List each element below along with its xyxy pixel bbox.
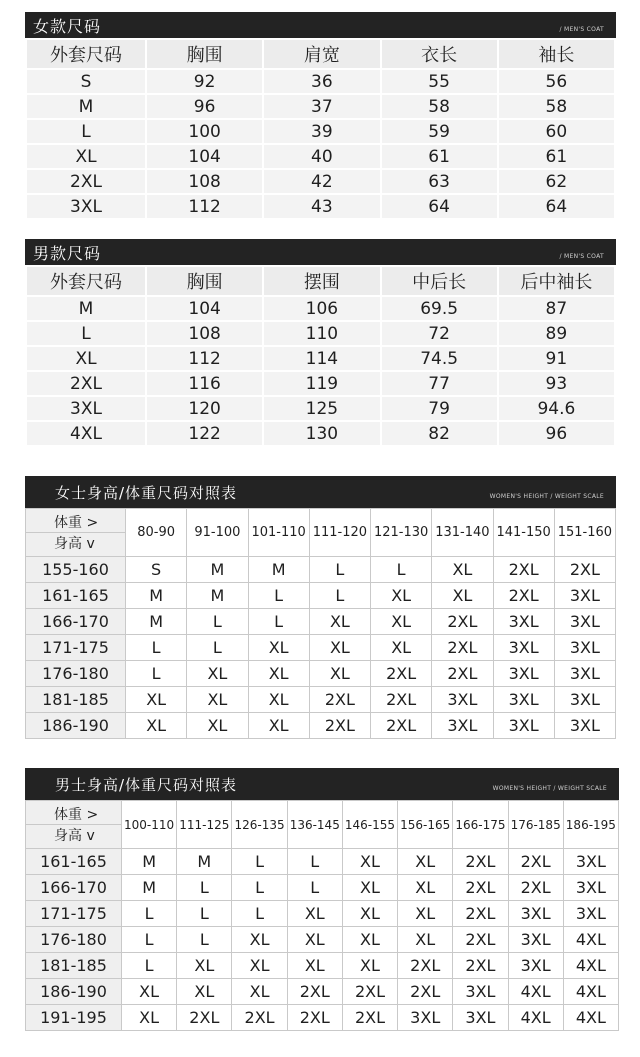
table-cell: 91: [498, 346, 615, 371]
table-cell: 60: [498, 119, 615, 144]
height-label: 191-195: [26, 1005, 122, 1031]
size-cell: 2XL: [371, 687, 432, 713]
table-cell: 82: [381, 421, 498, 446]
table-row: [26, 119, 615, 144]
size-cell: XL: [126, 713, 187, 739]
table-header-row: [26, 39, 615, 69]
table-header-row: [26, 266, 615, 296]
size-cell: XL: [342, 901, 397, 927]
table-cell: 64: [381, 194, 498, 219]
size-cell: 3XL: [554, 609, 615, 635]
column-header: 中后长: [381, 266, 498, 296]
size-cell: M: [122, 849, 177, 875]
size-cell: 2XL: [432, 661, 493, 687]
size-cell: 3XL: [508, 901, 563, 927]
table-cell: 37: [263, 94, 380, 119]
women-chart-subtitle: WOMEN'S HEIGHT / WEIGHT SCALE: [489, 492, 604, 500]
table-cell: M: [26, 296, 146, 321]
table-row: [26, 875, 619, 901]
size-cell: M: [126, 583, 187, 609]
men-chart-title: 男士身高/体重尺码对照表: [55, 775, 238, 794]
table-cell: 69.5: [381, 296, 498, 321]
size-cell: 3XL: [493, 661, 554, 687]
table-header-row: [26, 801, 619, 849]
size-cell: XL: [371, 609, 432, 635]
size-cell: XL: [309, 609, 370, 635]
size-cell: XL: [371, 583, 432, 609]
table-row: [26, 583, 616, 609]
table-row: [26, 396, 615, 421]
corner-weight-label: 体重 >: [26, 512, 125, 533]
size-cell: 2XL: [342, 1005, 397, 1031]
size-cell: XL: [177, 953, 232, 979]
size-cell: 2XL: [453, 953, 508, 979]
size-cell: 4XL: [508, 1005, 563, 1031]
table-cell: XL: [26, 144, 146, 169]
size-cell: L: [248, 609, 309, 635]
size-cell: XL: [342, 927, 397, 953]
table-row: [26, 421, 615, 446]
table-row: [26, 144, 615, 169]
height-label: 176-180: [26, 661, 126, 687]
corner-height-label: 身高 v: [54, 828, 95, 844]
table-row: [26, 371, 615, 396]
table-cell: 3XL: [26, 396, 146, 421]
size-cell: L: [232, 901, 287, 927]
table-cell: 42: [263, 169, 380, 194]
size-cell: 3XL: [453, 979, 508, 1005]
size-cell: 3XL: [493, 687, 554, 713]
table-cell: 4XL: [26, 421, 146, 446]
size-cell: 3XL: [554, 661, 615, 687]
size-cell: 2XL: [453, 849, 508, 875]
weight-header: 111-125: [177, 801, 232, 849]
weight-header: 101-110: [248, 509, 309, 557]
weight-header: 136-145: [287, 801, 342, 849]
column-header: 胸围: [146, 266, 263, 296]
table-cell: 2XL: [26, 169, 146, 194]
size-cell: 3XL: [432, 687, 493, 713]
table-cell: 108: [146, 169, 263, 194]
size-cell: L: [122, 901, 177, 927]
column-header: 外套尺码: [26, 266, 146, 296]
size-cell: XL: [309, 635, 370, 661]
women-chart-table: [25, 508, 616, 739]
size-cell: 3XL: [493, 713, 554, 739]
table-cell: 112: [146, 194, 263, 219]
size-cell: 3XL: [493, 635, 554, 661]
weight-header: 126-135: [232, 801, 287, 849]
table-cell: 40: [263, 144, 380, 169]
size-cell: L: [126, 661, 187, 687]
size-cell: 2XL: [287, 1005, 342, 1031]
height-label: 176-180: [26, 927, 122, 953]
column-header: 胸围: [146, 39, 263, 69]
column-header: 外套尺码: [26, 39, 146, 69]
table-row: [26, 849, 619, 875]
size-cell: 2XL: [493, 557, 554, 583]
size-cell: 4XL: [563, 1005, 618, 1031]
table-cell: 93: [498, 371, 615, 396]
size-cell: XL: [187, 713, 248, 739]
weight-header: 121-130: [371, 509, 432, 557]
size-cell: XL: [287, 953, 342, 979]
corner-height-label: 身高 v: [54, 536, 95, 552]
height-label: 166-170: [26, 875, 122, 901]
height-label: 186-190: [26, 713, 126, 739]
size-cell: L: [309, 583, 370, 609]
size-cell: 2XL: [398, 979, 453, 1005]
size-cell: 3XL: [432, 713, 493, 739]
table-row: [26, 296, 615, 321]
men-chart-table: [25, 800, 619, 1031]
size-cell: 2XL: [309, 687, 370, 713]
column-header: 袖长: [498, 39, 615, 69]
table-cell: 61: [381, 144, 498, 169]
size-cell: L: [177, 927, 232, 953]
women-chart-section: [25, 476, 616, 739]
table-row: [26, 901, 619, 927]
size-cell: L: [232, 875, 287, 901]
size-cell: XL: [398, 875, 453, 901]
table-cell: 119: [263, 371, 380, 396]
height-label: 186-190: [26, 979, 122, 1005]
size-cell: XL: [126, 687, 187, 713]
size-cell: XL: [287, 927, 342, 953]
table-cell: 122: [146, 421, 263, 446]
size-cell: M: [248, 557, 309, 583]
men-chart-section: [25, 768, 619, 1031]
height-label: 155-160: [26, 557, 126, 583]
table-row: [26, 321, 615, 346]
size-cell: 3XL: [508, 953, 563, 979]
size-cell: 2XL: [342, 979, 397, 1005]
table-cell: 39: [263, 119, 380, 144]
table-cell: 58: [381, 94, 498, 119]
height-label: 181-185: [26, 953, 122, 979]
table-cell: 94.6: [498, 396, 615, 421]
size-cell: 4XL: [563, 927, 618, 953]
size-cell: XL: [248, 661, 309, 687]
size-cell: 2XL: [493, 583, 554, 609]
size-cell: 2XL: [432, 635, 493, 661]
height-label: 166-170: [26, 609, 126, 635]
table-cell: 130: [263, 421, 380, 446]
men-size-header-bar: [25, 239, 616, 265]
table-cell: 106: [263, 296, 380, 321]
size-cell: L: [177, 901, 232, 927]
size-cell: XL: [309, 661, 370, 687]
size-cell: 2XL: [453, 901, 508, 927]
column-header: 衣长: [381, 39, 498, 69]
men-size-section: [25, 239, 616, 447]
weight-header: 156-165: [398, 801, 453, 849]
size-cell: XL: [398, 849, 453, 875]
table-cell: 58: [498, 94, 615, 119]
table-cell: 63: [381, 169, 498, 194]
size-cell: L: [371, 557, 432, 583]
table-cell: 116: [146, 371, 263, 396]
size-cell: XL: [371, 635, 432, 661]
table-row: [26, 557, 616, 583]
table-row: [26, 609, 616, 635]
size-cell: 3XL: [508, 927, 563, 953]
table-row: [26, 661, 616, 687]
size-cell: XL: [342, 953, 397, 979]
men-size-title: 男款尺码: [33, 243, 102, 263]
size-cell: 3XL: [554, 583, 615, 609]
size-cell: 3XL: [563, 875, 618, 901]
size-cell: L: [287, 875, 342, 901]
table-cell: 64: [498, 194, 615, 219]
size-cell: M: [187, 583, 248, 609]
size-cell: 2XL: [371, 661, 432, 687]
table-cell: 43: [263, 194, 380, 219]
size-cell: 3XL: [554, 635, 615, 661]
table-cell: 87: [498, 296, 615, 321]
table-row: [26, 713, 616, 739]
men-size-table: [25, 265, 616, 447]
size-cell: XL: [232, 927, 287, 953]
table-row: [26, 927, 619, 953]
size-cell: 3XL: [493, 609, 554, 635]
women-size-section: [25, 12, 616, 220]
size-cell: M: [126, 609, 187, 635]
table-cell: 72: [381, 321, 498, 346]
size-cell: 4XL: [508, 979, 563, 1005]
column-header: 后中袖长: [498, 266, 615, 296]
column-header: 摆围: [263, 266, 380, 296]
size-cell: 3XL: [554, 687, 615, 713]
table-cell: 108: [146, 321, 263, 346]
weight-header: 111-120: [309, 509, 370, 557]
table-row: [26, 94, 615, 119]
column-header: 肩宽: [263, 39, 380, 69]
table-row: [26, 169, 615, 194]
women-chart-header-bar: [25, 476, 616, 508]
size-cell: 2XL: [177, 1005, 232, 1031]
weight-header: 80-90: [126, 509, 187, 557]
table-cell: L: [26, 119, 146, 144]
table-cell: 61: [498, 144, 615, 169]
table-cell: 77: [381, 371, 498, 396]
size-cell: XL: [122, 1005, 177, 1031]
size-cell: XL: [248, 635, 309, 661]
weight-header: 146-155: [342, 801, 397, 849]
height-label: 171-175: [26, 901, 122, 927]
weight-header: 151-160: [554, 509, 615, 557]
size-cell: L: [177, 875, 232, 901]
men-size-subtitle: / MEN'S COAT: [559, 252, 604, 260]
size-cell: XL: [232, 953, 287, 979]
size-cell: XL: [398, 901, 453, 927]
women-size-table: [25, 38, 616, 220]
table-cell: 96: [498, 421, 615, 446]
table-cell: 56: [498, 69, 615, 94]
table-cell: 110: [263, 321, 380, 346]
table-cell: 2XL: [26, 371, 146, 396]
table-row: [26, 346, 615, 371]
corner-cell: [26, 509, 126, 557]
size-cell: 3XL: [398, 1005, 453, 1031]
women-chart-title: 女士身高/体重尺码对照表: [55, 483, 238, 502]
table-cell: 62: [498, 169, 615, 194]
corner-weight-label: 体重 >: [26, 804, 121, 825]
size-cell: XL: [232, 979, 287, 1005]
size-cell: 2XL: [508, 849, 563, 875]
table-cell: 100: [146, 119, 263, 144]
size-cell: 2XL: [554, 557, 615, 583]
size-cell: L: [122, 927, 177, 953]
table-cell: S: [26, 69, 146, 94]
size-cell: 3XL: [453, 1005, 508, 1031]
size-cell: 4XL: [563, 979, 618, 1005]
table-row: [26, 194, 615, 219]
size-cell: 2XL: [398, 953, 453, 979]
size-cell: XL: [187, 661, 248, 687]
size-cell: L: [309, 557, 370, 583]
size-cell: XL: [177, 979, 232, 1005]
table-row: [26, 635, 616, 661]
size-cell: XL: [122, 979, 177, 1005]
size-cell: L: [248, 583, 309, 609]
size-cell: XL: [342, 875, 397, 901]
table-cell: 74.5: [381, 346, 498, 371]
weight-header: 186-195: [563, 801, 618, 849]
table-cell: 55: [381, 69, 498, 94]
size-cell: M: [122, 875, 177, 901]
size-cell: 2XL: [232, 1005, 287, 1031]
height-label: 181-185: [26, 687, 126, 713]
table-cell: 125: [263, 396, 380, 421]
table-row: [26, 953, 619, 979]
weight-header: 91-100: [187, 509, 248, 557]
weight-header: 141-150: [493, 509, 554, 557]
table-cell: 104: [146, 144, 263, 169]
table-cell: 120: [146, 396, 263, 421]
weight-header: 131-140: [432, 509, 493, 557]
size-cell: XL: [187, 687, 248, 713]
table-cell: 59: [381, 119, 498, 144]
size-cell: 3XL: [563, 901, 618, 927]
size-cell: XL: [432, 557, 493, 583]
women-size-title: 女款尺码: [33, 16, 102, 36]
corner-cell: [26, 801, 122, 849]
size-cell: 2XL: [432, 609, 493, 635]
size-cell: M: [187, 557, 248, 583]
table-row: [26, 1005, 619, 1031]
size-cell: L: [187, 635, 248, 661]
table-cell: XL: [26, 346, 146, 371]
height-label: 171-175: [26, 635, 126, 661]
table-header-row: [26, 509, 616, 557]
size-cell: L: [122, 953, 177, 979]
size-cell: 2XL: [508, 875, 563, 901]
size-cell: 3XL: [563, 849, 618, 875]
table-cell: 3XL: [26, 194, 146, 219]
table-cell: M: [26, 94, 146, 119]
table-cell: 96: [146, 94, 263, 119]
size-cell: 2XL: [371, 713, 432, 739]
size-cell: XL: [287, 901, 342, 927]
size-cell: XL: [248, 687, 309, 713]
size-cell: S: [126, 557, 187, 583]
size-cell: 4XL: [563, 953, 618, 979]
table-cell: 79: [381, 396, 498, 421]
size-cell: XL: [342, 849, 397, 875]
size-cell: 2XL: [309, 713, 370, 739]
size-cell: M: [177, 849, 232, 875]
women-size-header-bar: [25, 12, 616, 38]
size-cell: 2XL: [453, 875, 508, 901]
table-cell: 36: [263, 69, 380, 94]
men-chart-subtitle: WOMEN'S HEIGHT / WEIGHT SCALE: [492, 784, 607, 792]
table-row: [26, 979, 619, 1005]
table-row: [26, 69, 615, 94]
table-row: [26, 687, 616, 713]
size-cell: XL: [248, 713, 309, 739]
height-label: 161-165: [26, 583, 126, 609]
men-chart-header-bar: [25, 768, 619, 800]
size-cell: L: [126, 635, 187, 661]
size-cell: 2XL: [453, 927, 508, 953]
size-cell: L: [287, 849, 342, 875]
table-cell: L: [26, 321, 146, 346]
height-label: 161-165: [26, 849, 122, 875]
weight-header: 166-175: [453, 801, 508, 849]
table-cell: 89: [498, 321, 615, 346]
size-cell: L: [187, 609, 248, 635]
women-size-subtitle: / MEN'S COAT: [559, 25, 604, 33]
table-cell: 104: [146, 296, 263, 321]
table-cell: 114: [263, 346, 380, 371]
size-cell: XL: [432, 583, 493, 609]
size-cell: 2XL: [287, 979, 342, 1005]
weight-header: 100-110: [122, 801, 177, 849]
size-cell: 3XL: [554, 713, 615, 739]
table-cell: 92: [146, 69, 263, 94]
weight-header: 176-185: [508, 801, 563, 849]
size-cell: L: [232, 849, 287, 875]
size-cell: XL: [398, 927, 453, 953]
table-cell: 112: [146, 346, 263, 371]
